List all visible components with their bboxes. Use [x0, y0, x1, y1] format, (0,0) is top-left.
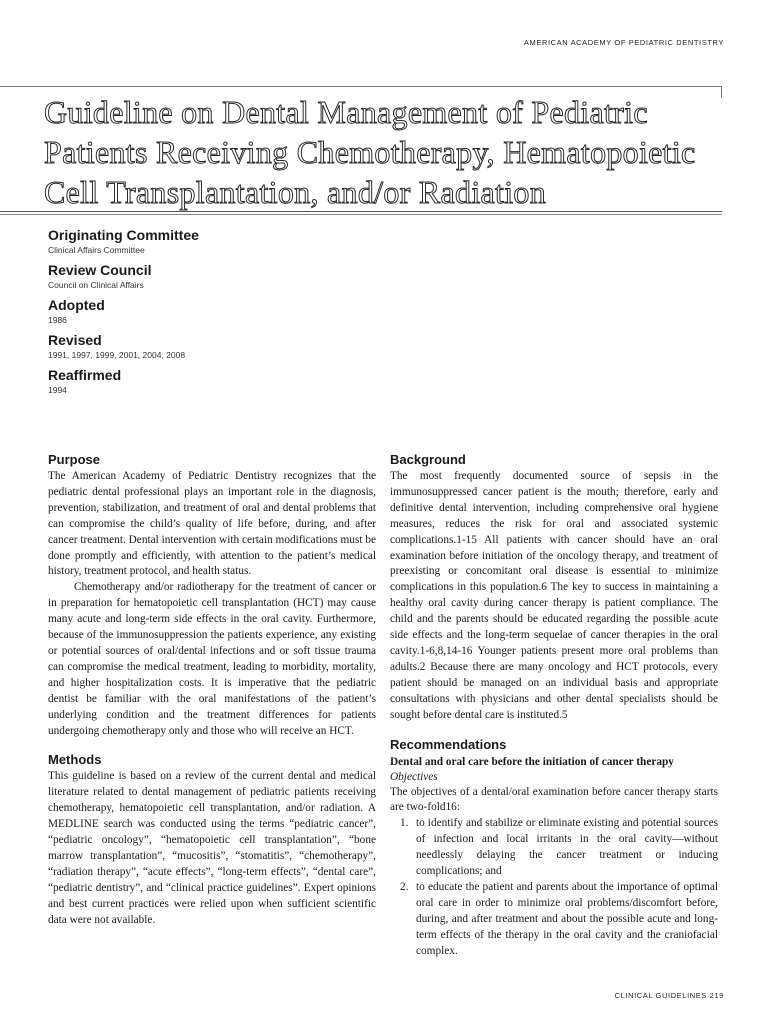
- left-column: [48, 452, 376, 928]
- right-column: [390, 452, 718, 959]
- meta-label: Review Council: [48, 262, 152, 278]
- objectives-intro: The objectives of a dental/oral examination before cancer therapy starts are two-fold16:: [390, 785, 718, 814]
- list-item: [390, 880, 718, 960]
- recommendations-subheading: Dental and oral care before the initiation of cancer therapy: [390, 755, 674, 768]
- list-item-text: to identify and stabilize or eliminate existing and potential sources of infection and local irritants in the oral cavity—without needlessly delaying the cancer treatment or inducing complications; and: [416, 817, 718, 878]
- meta-originating-committee: [48, 226, 348, 256]
- recommendations-heading: Recommendations: [390, 736, 507, 752]
- meta-label: Reaffirmed: [48, 367, 122, 383]
- meta-review-council: [48, 261, 348, 291]
- metadata-block: [48, 226, 348, 401]
- list-item-number: 1.: [400, 817, 409, 830]
- objectives-list: [390, 816, 718, 959]
- purpose-paragraph-1: The American Academy of Pediatric Dentistry recognizes that the pediatric dental professional plays an important role in the diagnosis, prevention, stabilization, and treatment of oral and dental problems that can compromise the child’s quality of life before, during, and after cancer treatment. Dental intervention with certain modifications must be done promptly and efficiently, with attention to the patient’s medical history, treatment protocol, and health status.: [48, 470, 376, 578]
- meta-value: Clinical Affairs Committee: [48, 245, 145, 255]
- objectives-subheading: Objectives: [390, 770, 438, 783]
- background-heading: Background: [390, 452, 466, 467]
- page-footer: CLINICAL GUIDELINES 219: [614, 991, 724, 1000]
- methods-heading: Methods: [48, 752, 102, 768]
- meta-value: 1986: [48, 315, 67, 325]
- title-rule: [0, 211, 722, 215]
- methods-paragraph: This guideline is based on a review of the current dental and medical literature related to dental management of pediatric patients receiving chemotherapy, hematopoietic cell transplantation, and/or radiation. A MEDLINE search was conducted using the terms “pediatric cancer”, “pediatric oncology”, “hematopoietic cell transplantation”, “bone marrow transplantation”, “mucositis”, “stomatitis”, “chemotherapy”, “radiation therapy”, “acute effects”, “long-term effects”, “dental care”, “pediatric dentistry”, and “clinical practice guidelines”. Expert opinions and best current practices were relied upon when sufficient scientific data were not available.: [48, 770, 376, 926]
- meta-value: Council on Clinical Affairs: [48, 280, 144, 290]
- background-paragraph: The most frequently documented source of sepsis in the immunosuppressed cancer patient is the mouth; therefore, early and definitive dental intervention, including comprehensive oral hygiene measures, reduces the risk for oral and associated systemic complications.1-15 All patients with cancer should have an oral examination before initiation of the oncology therapy, and treatment of preexisting or concomitant oral disease is essential to minimize complications in this population.6 The key to success in maintaining a healthy oral cavity during cancer therapy is patient compliance. The child and the parents should be educated regarding the possible acute side effects and the long-term sequelae of cancer therapies in the oral cavity.1-6,8,14-16 Younger patients present more oral problems than adults.2 Because there are many oncology and HCT protocols, every patient should be managed on an individual basis and appropriate consultations with physicians and other dental specialists should be sought before dental care is instituted.5: [390, 470, 718, 721]
- meta-value: 1994: [48, 385, 67, 395]
- meta-label: Originating Committee: [48, 227, 199, 243]
- list-item-text: to educate the patient and parents about the importance of optimal oral care in order to minimize oral problems/discomfort before, during, and after treatment and about the possible acute and long-term effects of the therapy in the oral cavity and the craniofacial complex.: [416, 880, 718, 957]
- purpose-heading: Purpose: [48, 452, 101, 467]
- top-rule: [0, 86, 722, 87]
- meta-label: Revised: [48, 332, 102, 348]
- running-head: AMERICAN ACADEMY OF PEDIATRIC DENTISTRY: [523, 38, 724, 47]
- list-item: [390, 816, 718, 880]
- meta-value: 1991, 1997, 1999, 2001, 2004, 2008: [48, 350, 186, 360]
- meta-reaffirmed: [48, 366, 348, 396]
- meta-revised: [48, 331, 348, 361]
- meta-label: Adopted: [48, 297, 105, 313]
- list-item-number: 2.: [400, 880, 409, 893]
- meta-adopted: [48, 296, 348, 326]
- document-title: Guideline on Dental Management of Pediatric Patients Receiving Chemotherapy, Hematopoietic Cell Transplantation, and/or Radiation: [44, 94, 696, 210]
- purpose-paragraph-2: Chemotherapy and/or radiotherapy for the treatment of cancer or in preparation for hematopoietic cell transplantation (HCT) may cause many acute and long-term side effects in the oral cavity. Furthermore, because of the immunosuppression the patients experience, any existing or potential sources of oral/dental infections and or soft tissue trauma can compromise the medical treatment, leading to morbidity, mortality, and higher hospitalization costs. It is imperative that the pediatric dentist be familiar with the oral manifestations of the patient’s underlying condition and the treatment differences for patients undergoing chemotherapy only and those who will receive an HCT.: [48, 581, 376, 737]
